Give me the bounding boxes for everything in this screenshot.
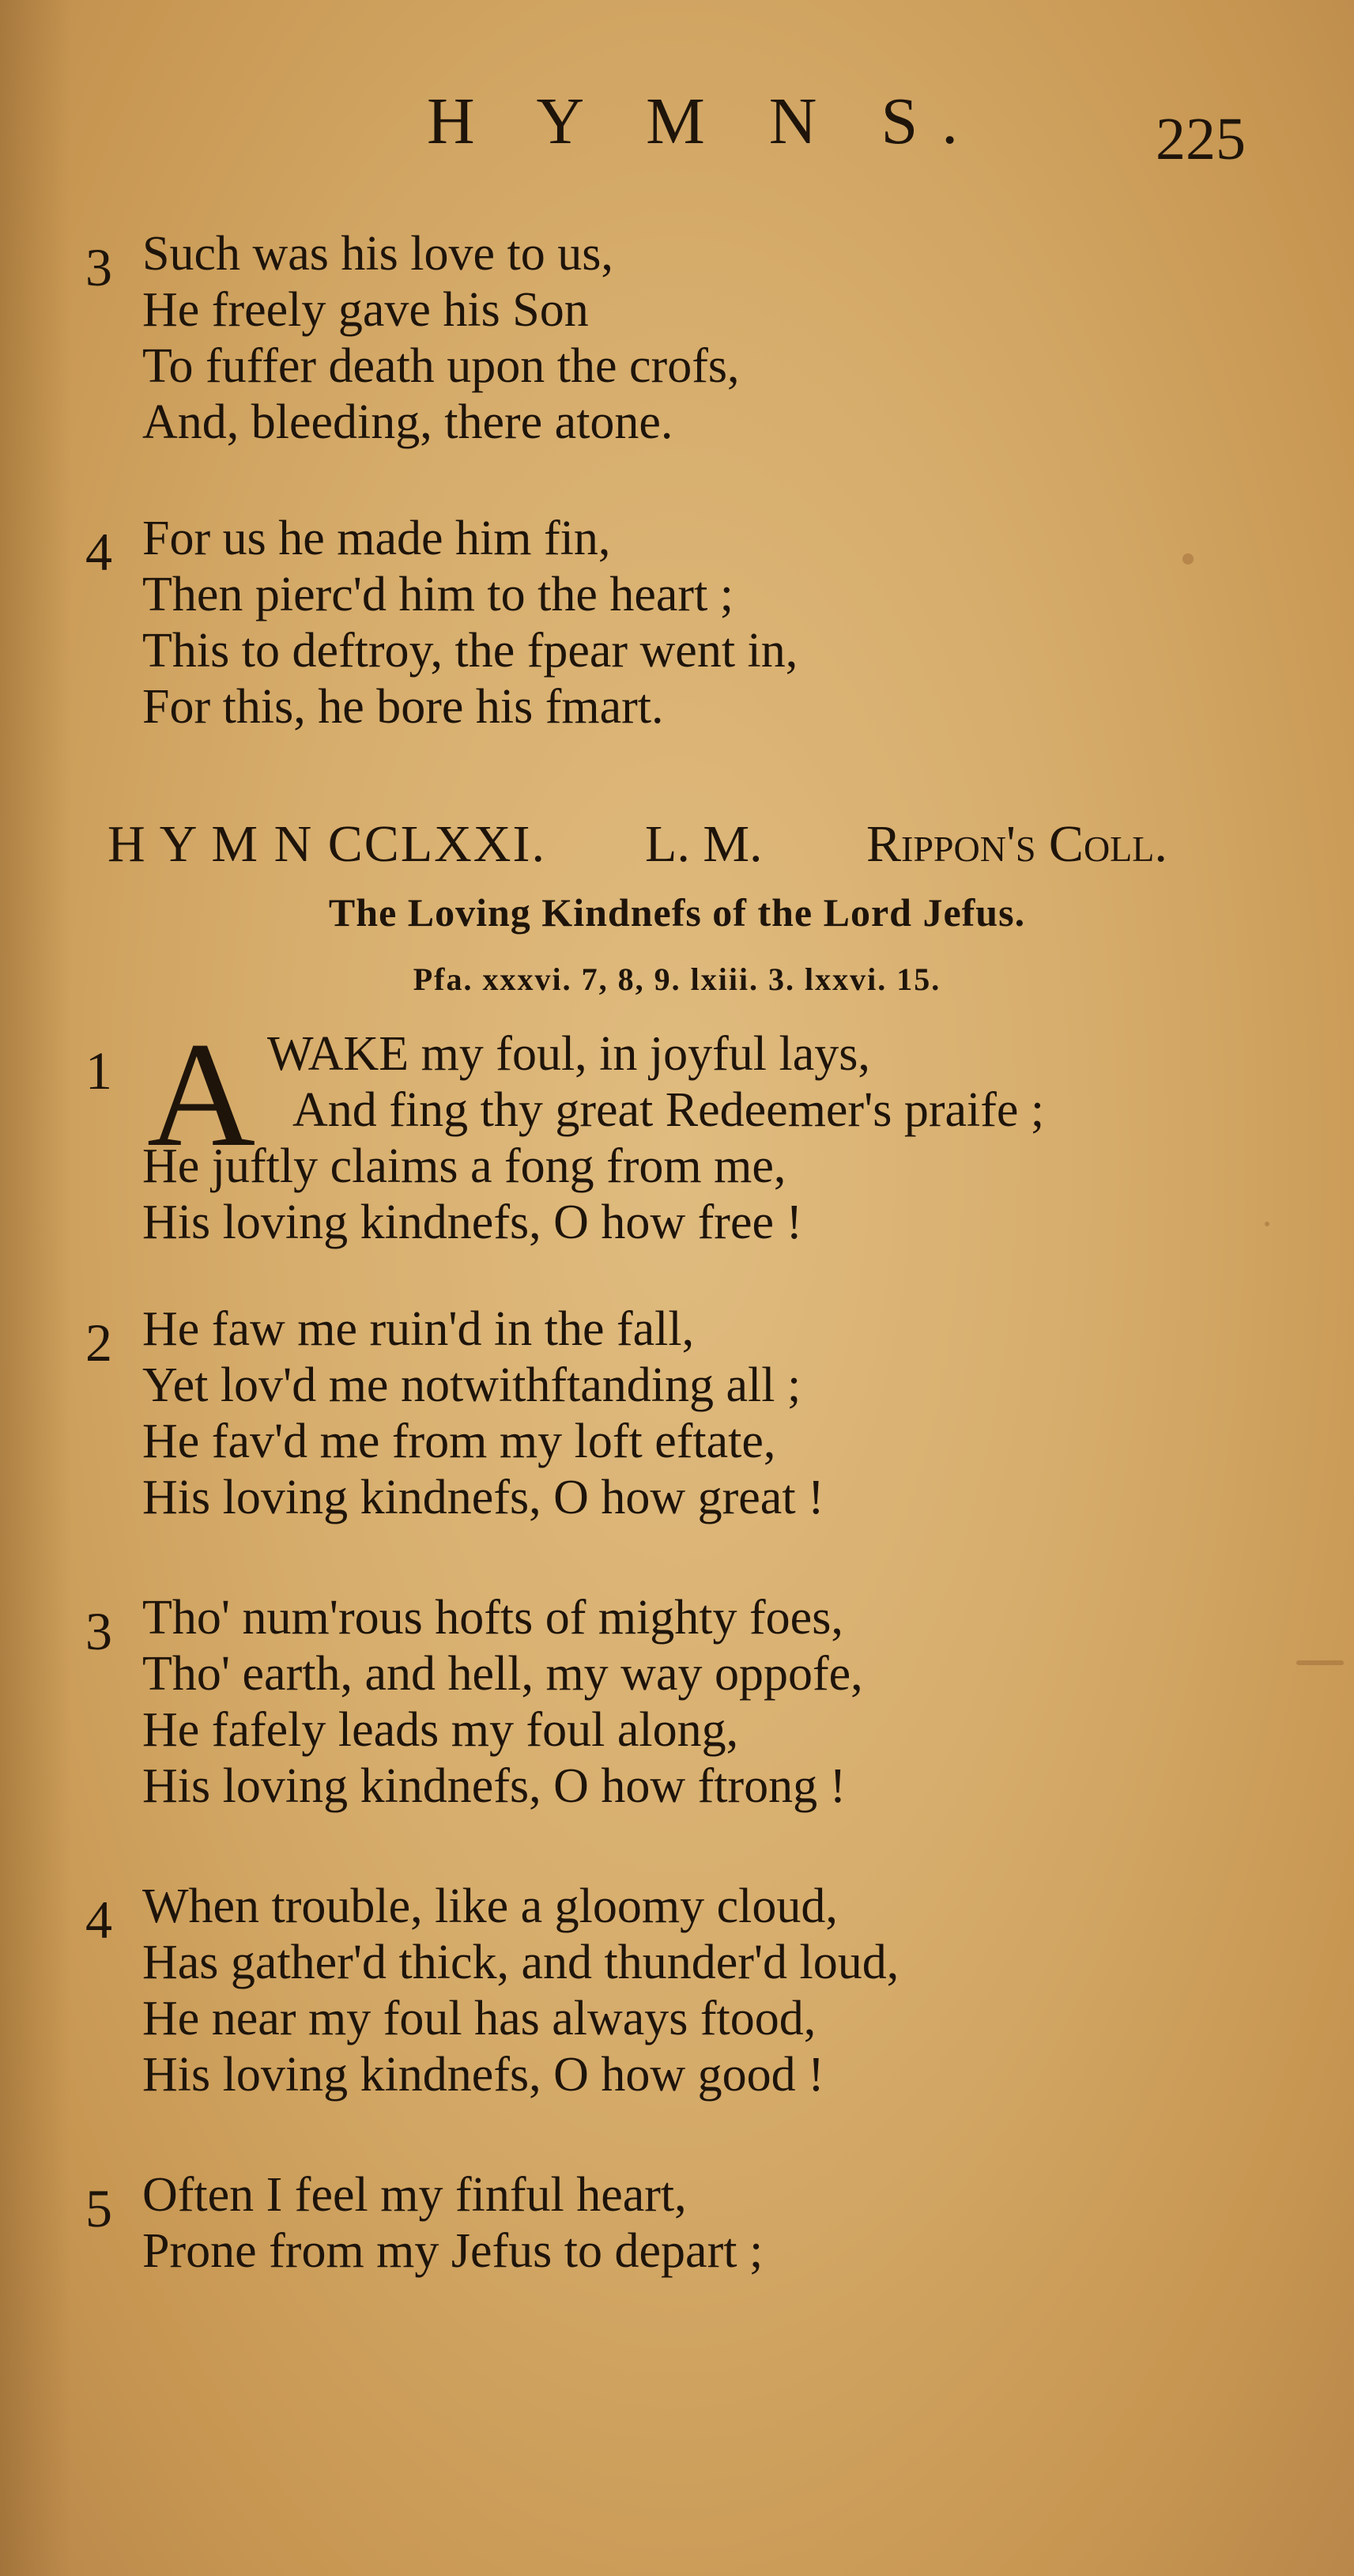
verse-line: To fuffer death upon the crofs,: [142, 339, 740, 393]
verse-line: He fafely leads my foul along,: [142, 1703, 739, 1757]
hymn-source: Rippon's Coll.: [866, 815, 1167, 873]
verse-line: And, bleeding, there atone.: [142, 395, 673, 449]
paper-speck: [1182, 553, 1194, 565]
verse-line: His loving kindnefs, O how good !: [142, 2048, 824, 2102]
stanza-number: 5: [85, 2178, 112, 2238]
stanza-number: 3: [85, 1601, 112, 1661]
scripture-reference: Pfa. xxxvi. 7, 8, 9. lxiii. 3. lxxvi. 15.: [413, 961, 941, 997]
paper-speck: [1265, 1222, 1269, 1226]
verse-line: WAKE my foul, in joyful lays,: [267, 1027, 870, 1081]
verse-line: When trouble, like a gloomy cloud,: [142, 1879, 838, 1933]
verse-line: Tho' num'rous hofts of mighty foes,: [142, 1591, 843, 1645]
verse-line: Has gather'd thick, and thunder'd loud,: [142, 1936, 900, 1989]
verse-line: Often I feel my finful heart,: [142, 2168, 687, 2222]
hymn-meter: L. M.: [645, 815, 763, 873]
verse-line: Tho' earth, and hell, my way oppofe,: [142, 1647, 863, 1701]
verse-line: His loving kindnefs, O how ftrong !: [142, 1759, 847, 1813]
verse-line: His loving kindnefs, O how free !: [142, 1195, 803, 1249]
running-title: H Y M N S.: [427, 85, 982, 158]
stanza-number: 1: [85, 1041, 112, 1101]
verse-line: Yet lov'd me notwithftanding all ;: [142, 1358, 801, 1412]
verse-line: He faw me ruin'd in the fall,: [142, 1302, 695, 1356]
verse-line: And fing thy great Redeemer's praife ;: [292, 1083, 1045, 1137]
stanza-number: 4: [85, 1890, 112, 1950]
page-edge-shading: [0, 0, 71, 2576]
verse-line: He fav'd me from my loft eftate,: [142, 1415, 776, 1468]
stanza-number: 4: [85, 522, 112, 582]
verse-line: He juftly claims a fong from me,: [142, 1139, 786, 1193]
stanza-number: 3: [85, 237, 112, 297]
verse-line: Prone from my Jefus to depart ;: [142, 2224, 764, 2278]
stanza-number: 2: [85, 1313, 112, 1373]
hymn-subtitle: The Loving Kindnefs of the Lord Jefus.: [328, 890, 1026, 935]
verse-line: For this, he bore his fmart.: [142, 680, 664, 734]
paper-speck: [1296, 1660, 1344, 1665]
verse-line: He near my foul has always ftood,: [142, 1992, 817, 2045]
drop-cap: A: [147, 1012, 256, 1178]
verse-line: This to deftroy, the fpear went in,: [142, 624, 798, 678]
hymn-number: H Y M N CCLXXI.: [107, 815, 546, 873]
verse-line: Then pierc'd him to the heart ;: [142, 568, 734, 621]
page-header: [0, 83, 1354, 178]
page-number: 225: [1156, 106, 1246, 172]
verse-line: His loving kindnefs, O how great !: [142, 1471, 824, 1524]
hymn-heading: [107, 814, 1246, 874]
verse-line: Such was his love to us,: [142, 227, 613, 281]
verse-line: For us he made him fin,: [142, 512, 611, 565]
verse-line: He freely gave his Son: [142, 283, 589, 337]
